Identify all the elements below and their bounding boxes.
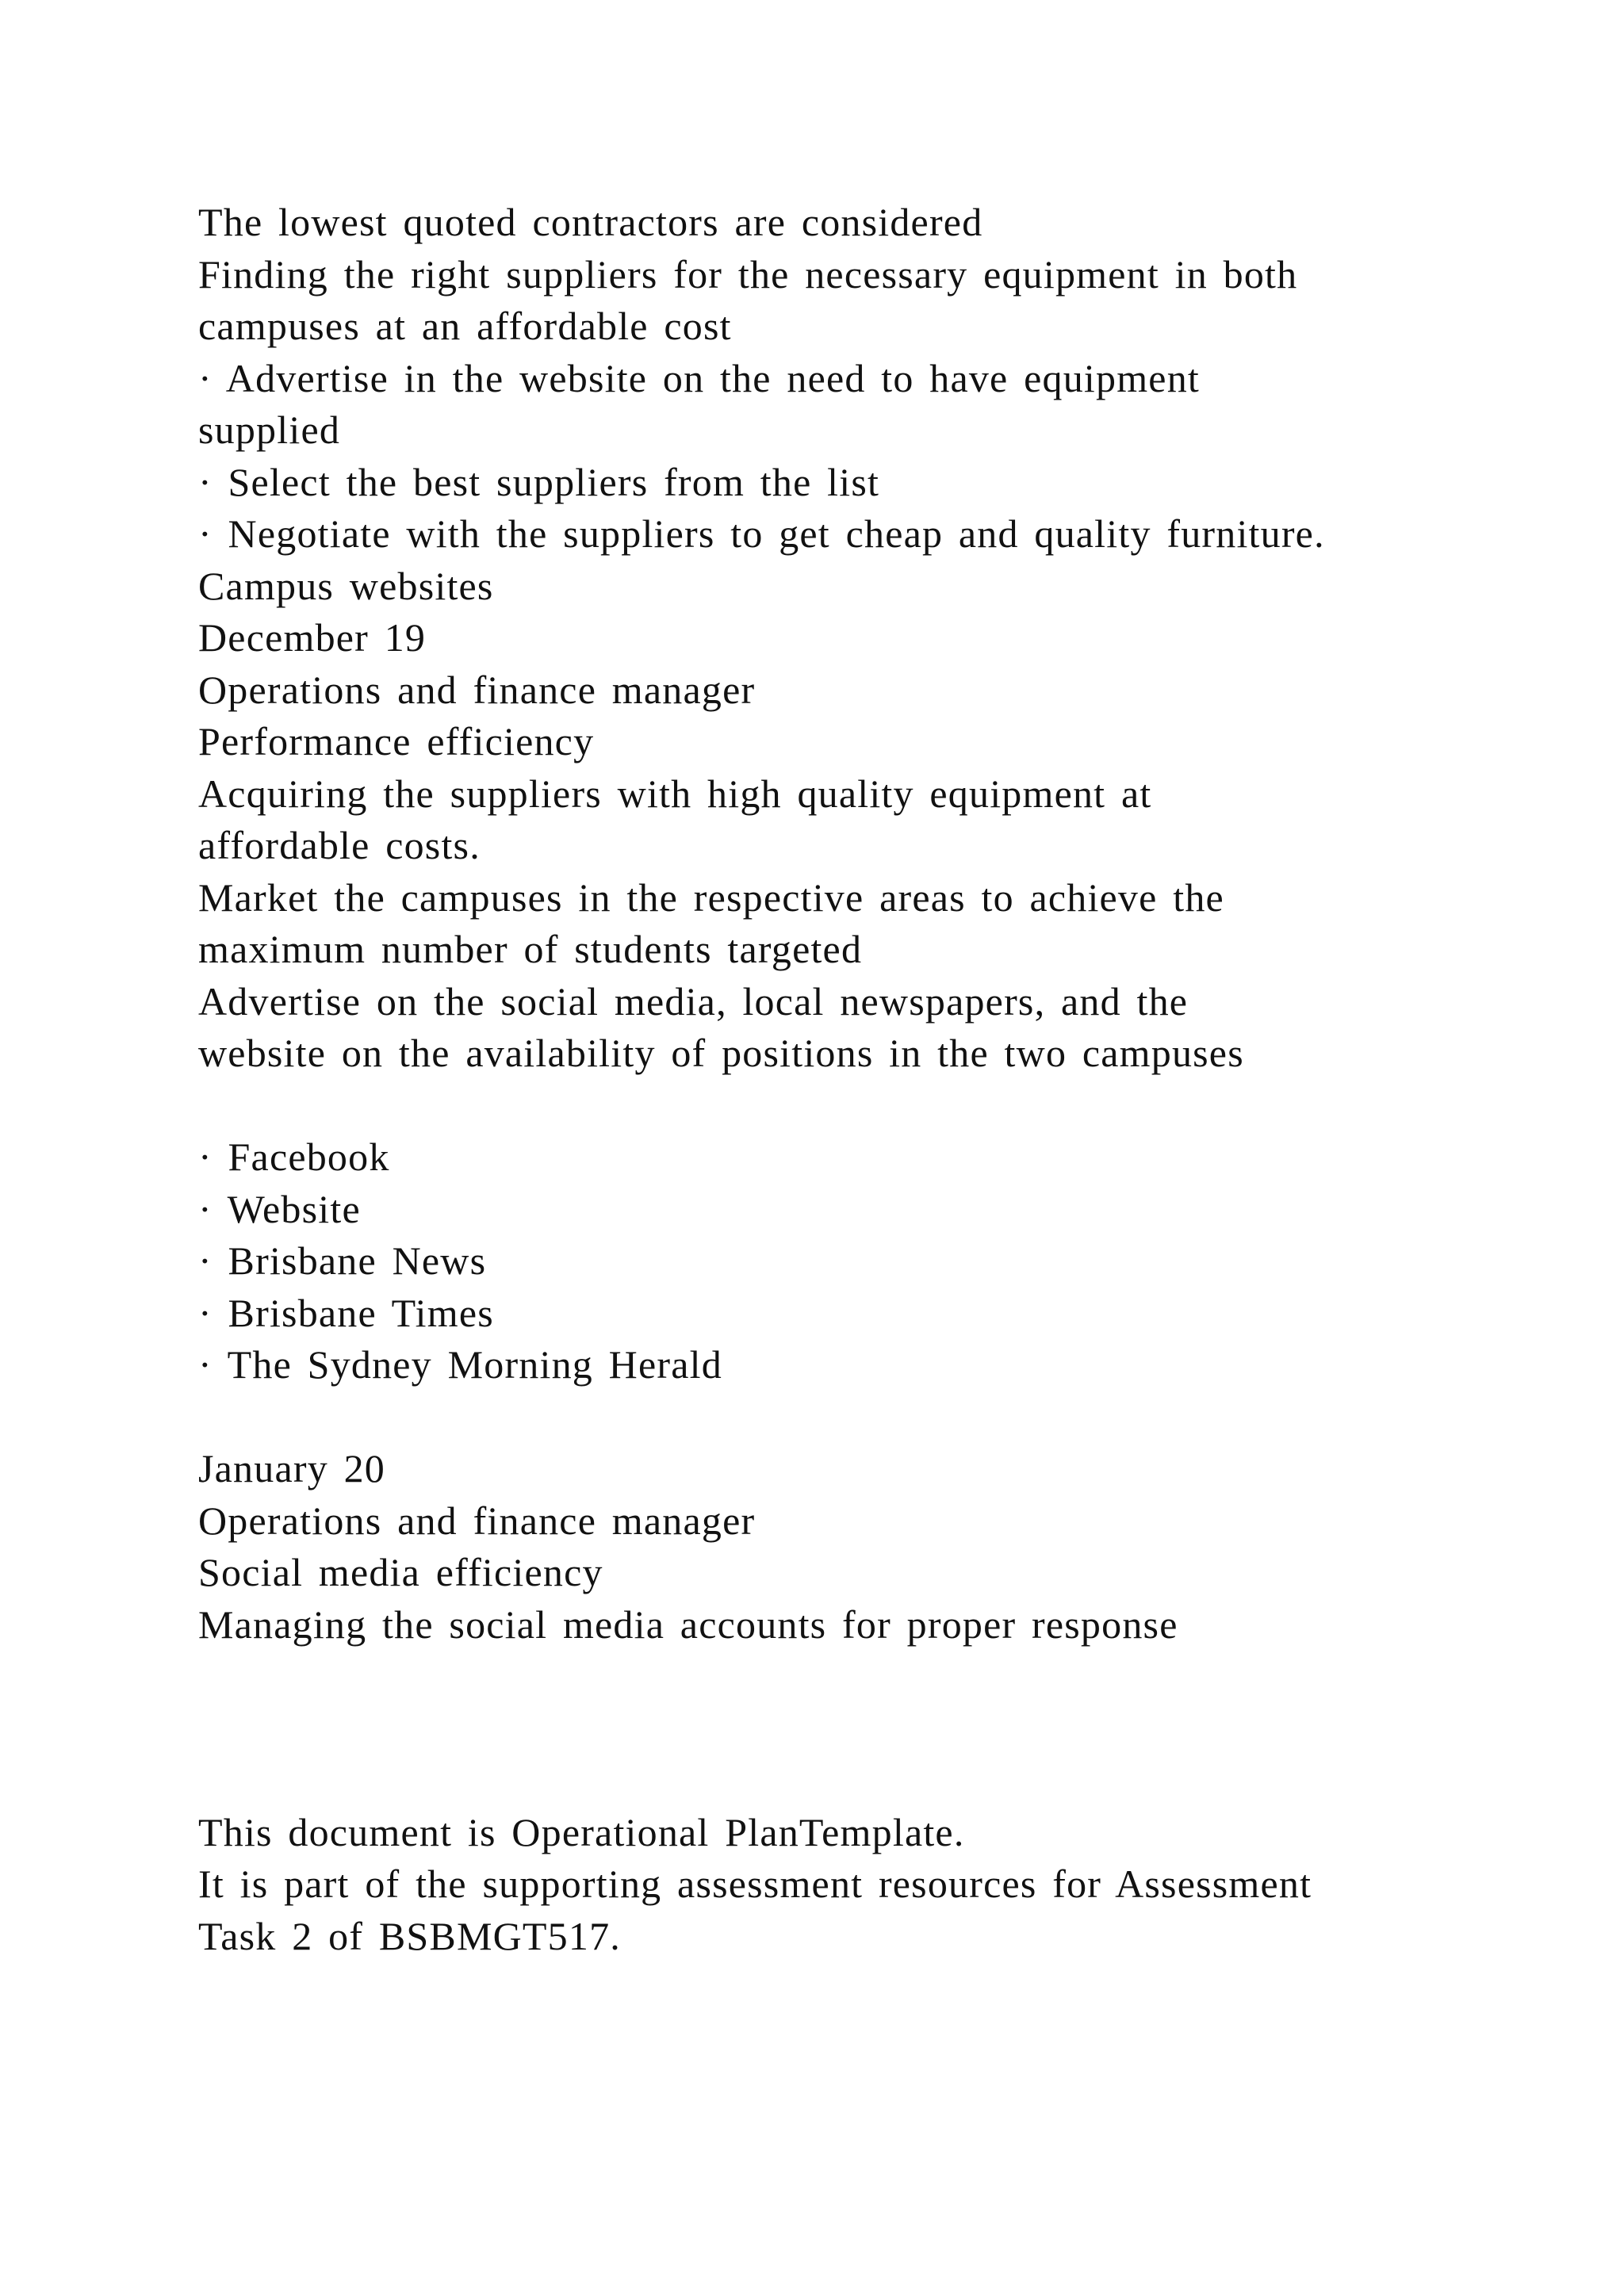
bullet-item: · Select the best suppliers from the list — [198, 459, 880, 504]
text-line: Operations and finance manager — [198, 1498, 756, 1543]
text-line: Operations and finance manager — [198, 667, 756, 712]
text-line: affordable costs. — [198, 823, 481, 867]
section-social-media — [198, 1443, 1546, 1651]
document-body — [198, 197, 1546, 1962]
text-line: website on the availability of positions in the two campuses — [198, 1031, 1244, 1075]
list-item: · Facebook — [198, 1135, 390, 1179]
text-line: supplied — [198, 408, 341, 452]
section-plan-details — [198, 197, 1546, 1080]
text-line: Finding the right suppliers for the necessary equipment in both — [198, 251, 1298, 297]
spacer — [198, 1080, 1546, 1132]
document-footer — [198, 1807, 1546, 1963]
text-line: Campus websites — [198, 563, 494, 608]
text-line: Market the campuses in the respective areas to achieve the — [198, 874, 1224, 920]
text-line: Social media efficiency — [198, 1550, 603, 1594]
list-item: · Brisbane News — [198, 1238, 487, 1283]
bullet-item: · Negotiate with the suppliers to get cheap and quality furniture. — [198, 511, 1325, 556]
media-list — [198, 1131, 1546, 1391]
list-item: · Brisbane Times — [198, 1290, 494, 1335]
list-item: · Website — [198, 1186, 361, 1231]
bullet-item: · Advertise in the website on the need to have equipment — [198, 355, 1200, 400]
date-line: December 19 — [198, 615, 427, 660]
date-line: January 20 — [198, 1446, 385, 1490]
text-line: Advertise on the social media, local newspapers, and the — [198, 978, 1189, 1024]
footer-line: This document is Operational PlanTemplate. — [198, 1809, 965, 1854]
text-line: The lowest quoted contractors are considered — [198, 200, 983, 244]
list-item: · The Sydney Morning Herald — [198, 1342, 722, 1387]
spacer — [198, 1391, 1546, 1444]
footer-line: Task 2 of BSBMGT517. — [198, 1913, 621, 1958]
text-line: campuses at an affordable cost — [198, 304, 732, 348]
text-line: Performance efficiency — [198, 719, 595, 763]
text-line: maximum number of students targeted — [198, 927, 863, 971]
footer-line: It is part of the supporting assessment resources for Assessment — [198, 1862, 1312, 1906]
spacer — [198, 1651, 1546, 1807]
text-line: Acquiring the suppliers with high quality equipment at — [198, 771, 1152, 816]
text-line: Managing the social media accounts for proper response — [198, 1601, 1178, 1647]
